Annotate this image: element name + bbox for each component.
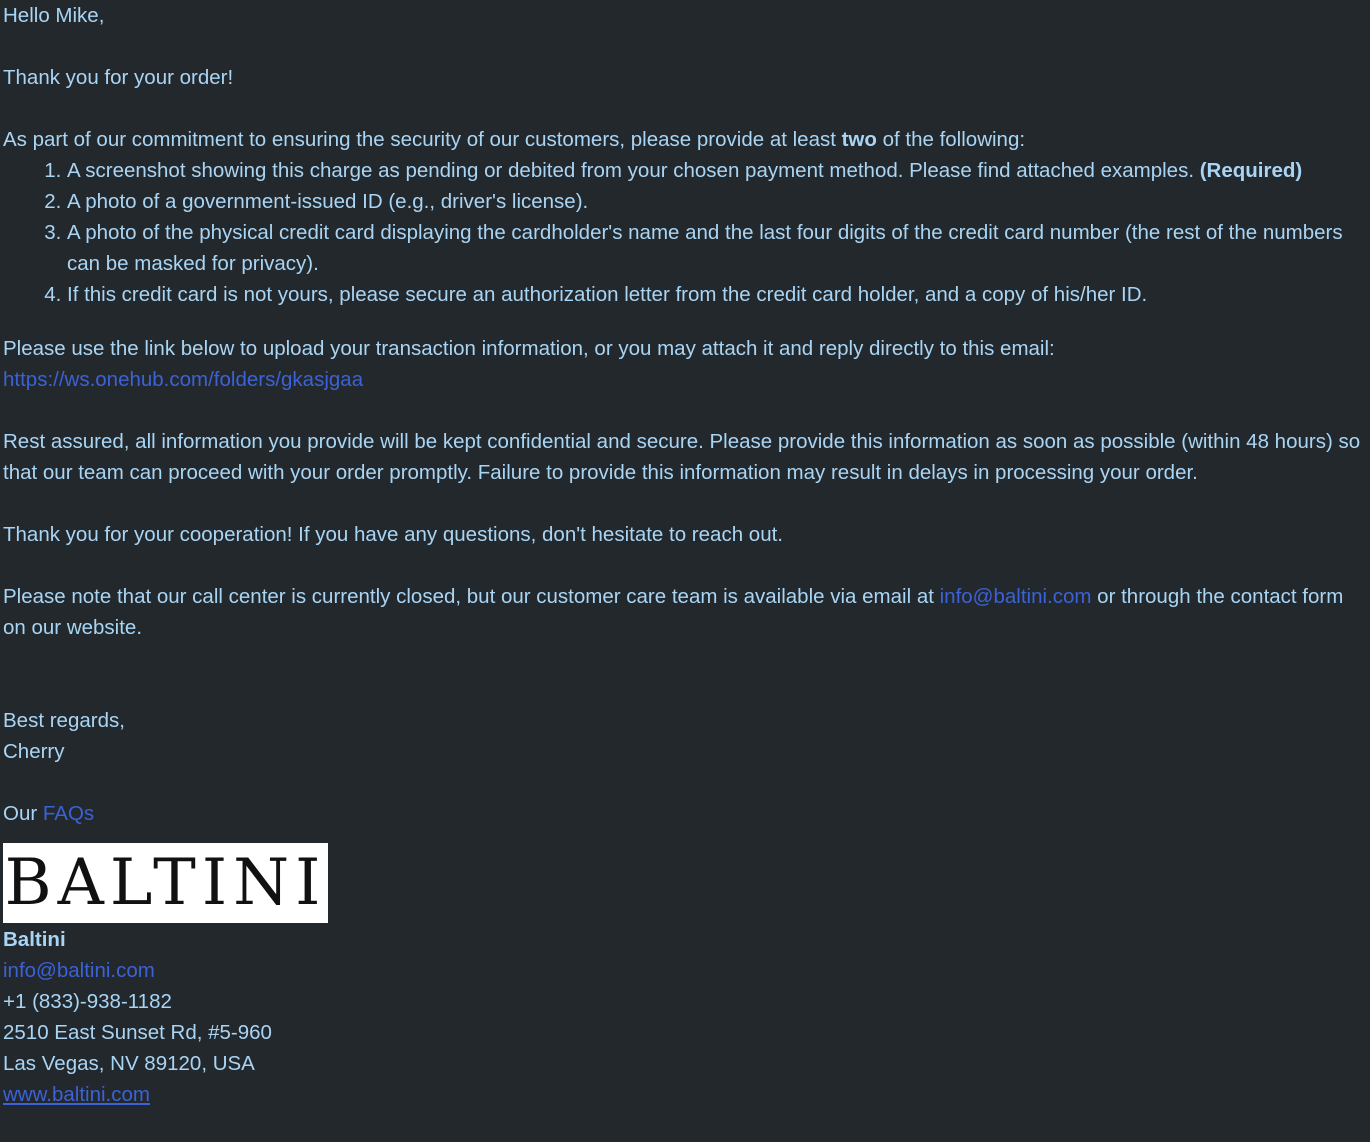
intro-text: As part of our commitment to ensuring the security of our customers, please provide at least: [3, 128, 842, 151]
required-tag: (Required): [1199, 159, 1303, 182]
requirement-text: If this credit card is not yours, please secure an authorization letter from the credit card holder, and a copy of his/her ID.: [67, 283, 1148, 306]
spacer: [3, 93, 1370, 124]
list-item: [67, 186, 1370, 217]
spacer: [3, 488, 1370, 519]
upload-link[interactable]: https://ws.onehub.com/folders/gkasjgaa: [3, 368, 364, 391]
signature-website-line: [3, 1079, 1370, 1110]
list-item: [67, 217, 1370, 279]
requirement-text: A screenshot showing this charge as pending or debited from your chosen payment method. Please find attached examples.: [67, 159, 1200, 182]
website-link[interactable]: www.baltini.com: [3, 1083, 150, 1106]
signature-company: [3, 924, 1370, 955]
cooperation-paragraph: Thank you for your cooperation! If you have any questions, don't hesitate to reach out.: [3, 523, 783, 546]
faq-line: [3, 798, 1370, 829]
intro-paragraph: [3, 124, 1370, 155]
requirements-list: [3, 155, 1370, 310]
intro-emphasis: two: [841, 128, 877, 151]
sender-name: Cherry: [3, 740, 65, 763]
list-item: [67, 279, 1370, 310]
confidential-paragraph: Rest assured, all information you provide will be kept confidential and secure. Please provide this information as soon as possible (within 48 hours) so that our team can proceed with your order promptly. Failure to provide this information may result in delays in processing your order.: [3, 430, 1361, 484]
requirement-text: A photo of a government-issued ID (e.g., driver's license).: [67, 190, 589, 213]
support-email-link[interactable]: info@baltini.com: [939, 585, 1092, 608]
signature-phone: +1 (833)-938-1182: [3, 990, 172, 1013]
spacer: [3, 31, 1370, 62]
signature-address-1: 2510 East Sunset Rd, #5-960: [3, 1021, 272, 1044]
greeting: Hello Mike,: [3, 4, 105, 27]
spacer: [3, 767, 1370, 798]
spacer: [3, 643, 1370, 705]
upload-paragraph: [3, 333, 1370, 395]
spacer: [3, 395, 1370, 426]
upload-text: Please use the link below to upload your transaction information, or you may attach it and reply directly to this email:: [3, 337, 1055, 360]
faq-link[interactable]: FAQs: [42, 802, 95, 825]
call-center-text: Please note that our call center is currently closed, but our customer care team is available via email at: [3, 585, 940, 608]
call-center-paragraph: [3, 581, 1370, 643]
faq-prefix: Our: [3, 802, 43, 825]
closing: Best regards,: [3, 709, 125, 732]
spacer: [3, 310, 1370, 333]
baltini-logo: [3, 843, 328, 923]
call-center-text-end: or through the contact form on our website.: [3, 585, 1344, 639]
logo-text: BALTINI: [4, 846, 327, 920]
signature-address-2: Las Vegas, NV 89120, USA: [3, 1052, 255, 1075]
list-item: [67, 155, 1370, 186]
thanks-line: Thank you for your order!: [3, 66, 234, 89]
company-name: Baltini: [3, 928, 66, 951]
signature-email-link[interactable]: info@baltini.com: [3, 959, 155, 982]
spacer: [3, 550, 1370, 581]
signature-email-line: [3, 955, 1370, 986]
intro-text-end: of the following:: [876, 128, 1026, 151]
requirement-text: A photo of the physical credit card displaying the cardholder's name and the last four digits of the credit card number (the rest of the numbers can be masked for privacy).: [67, 221, 1343, 275]
